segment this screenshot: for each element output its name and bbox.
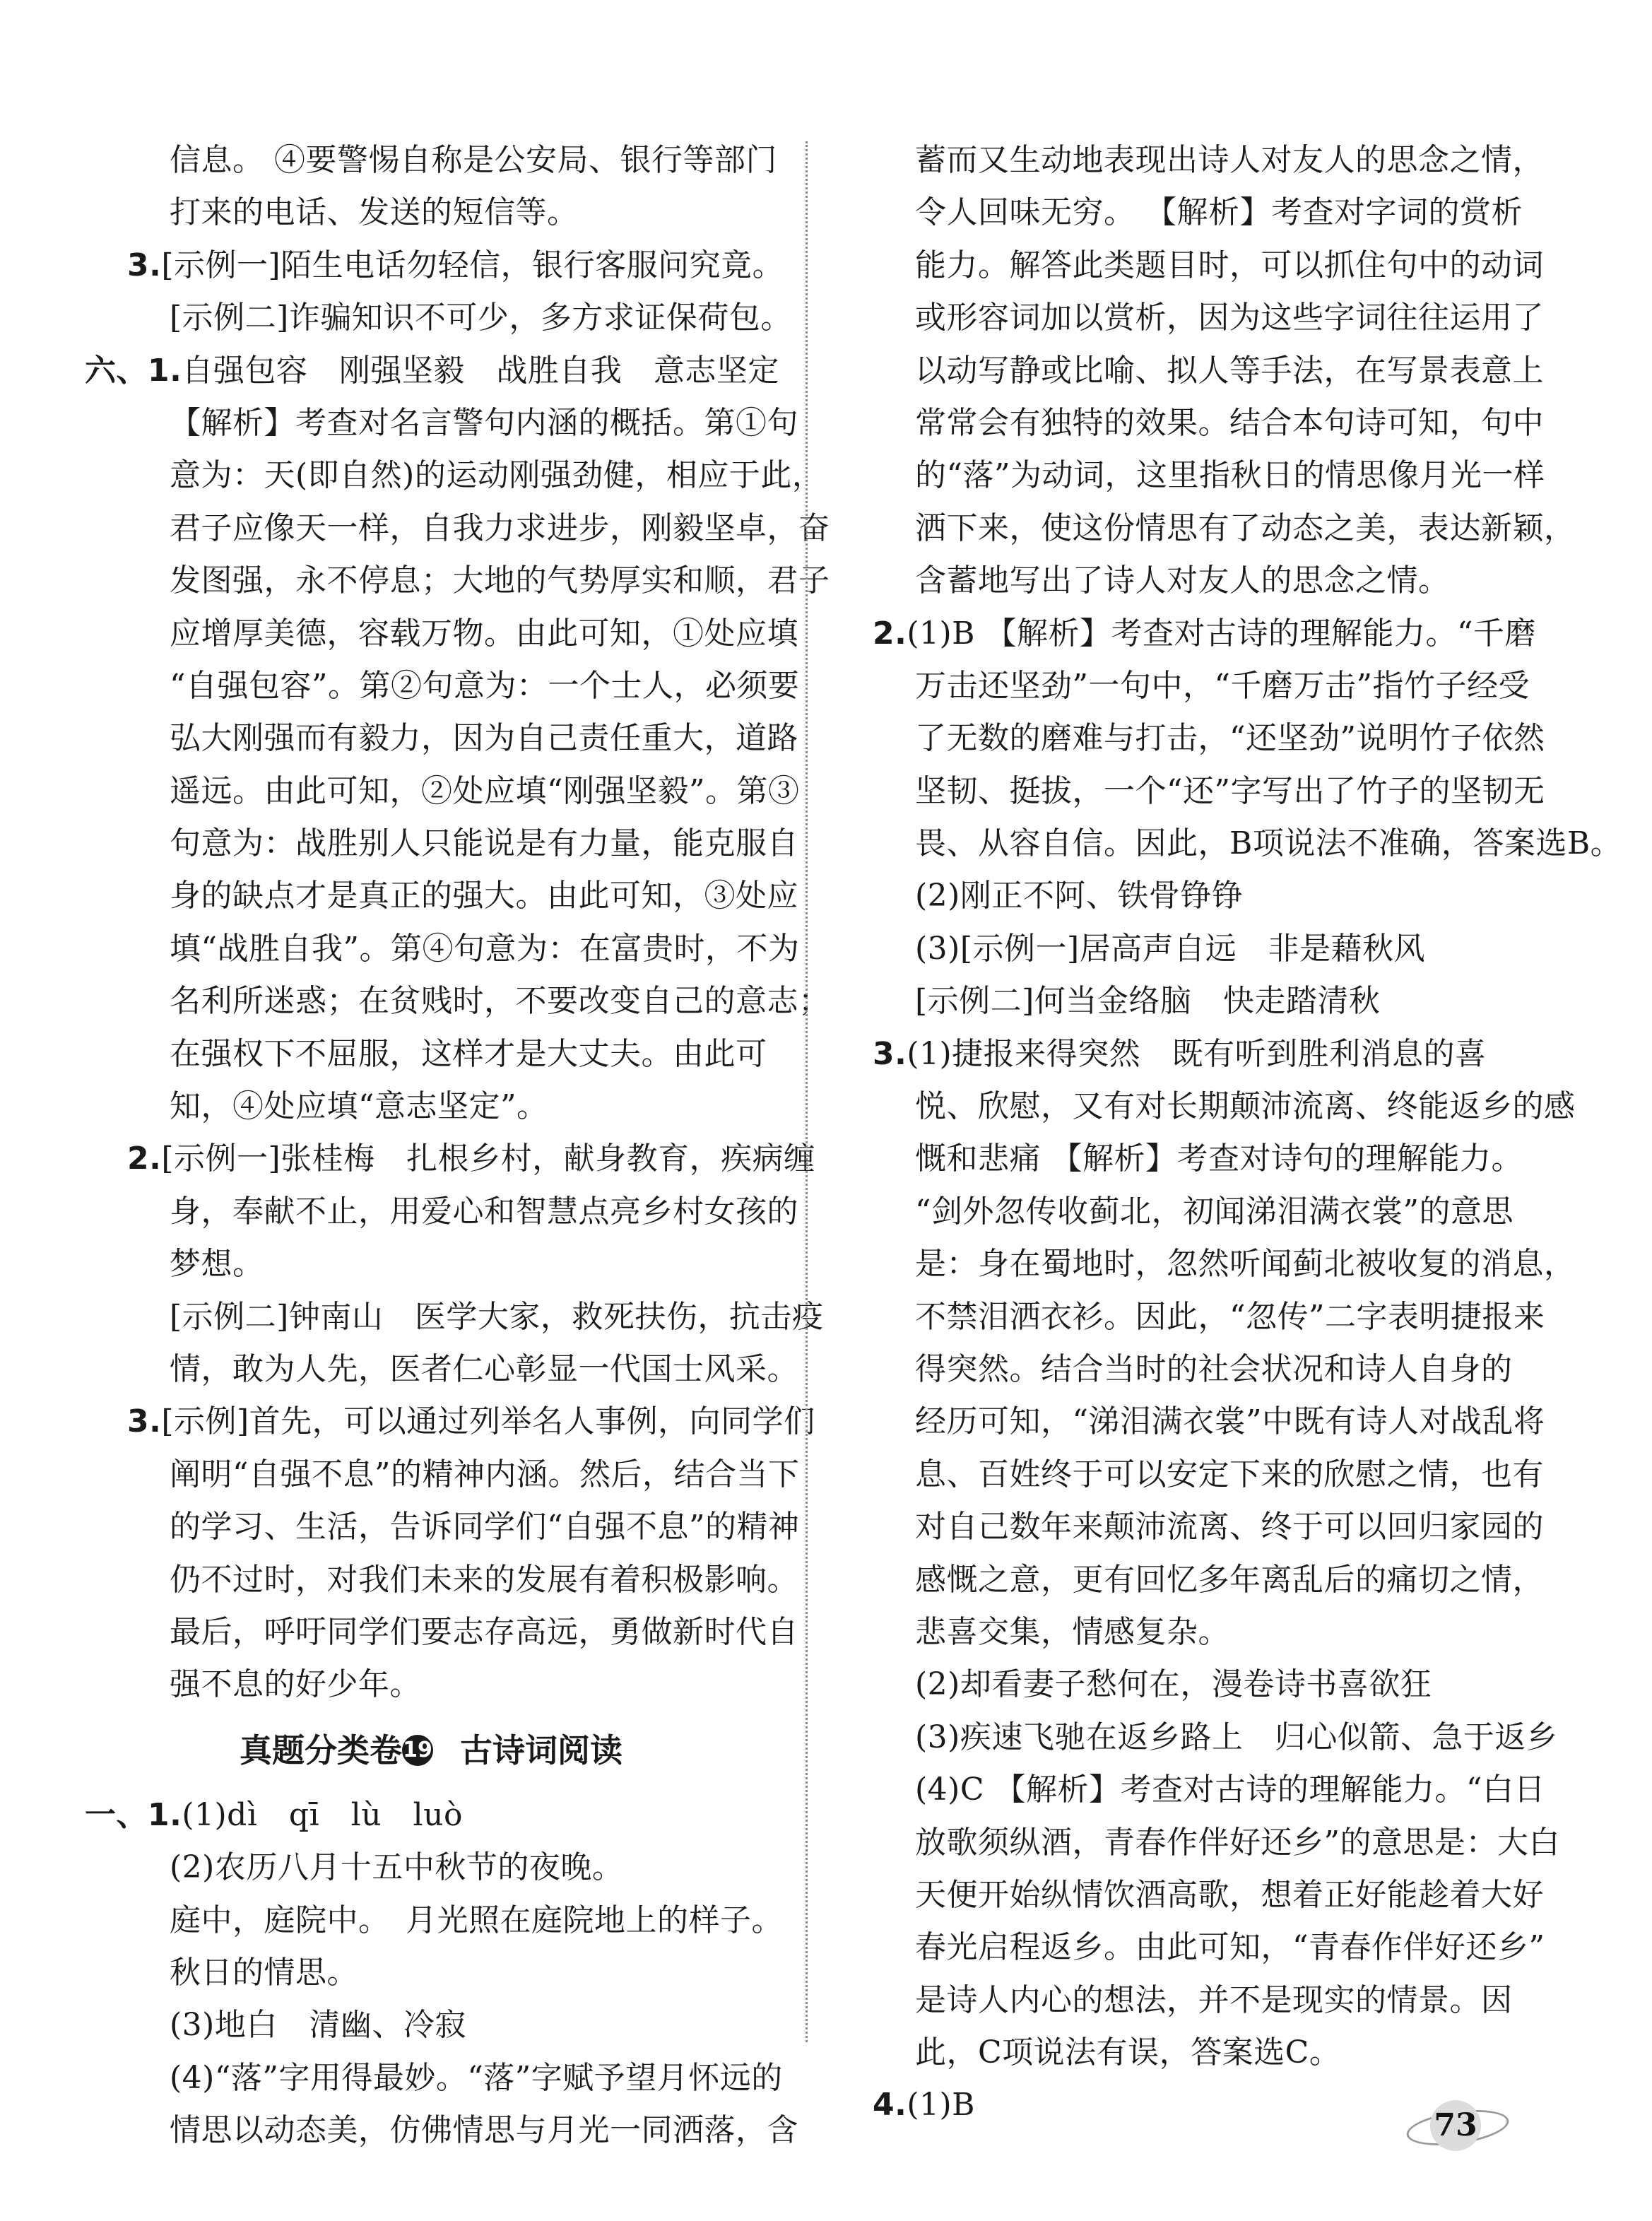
right-column (873, 134, 1622, 2132)
line-text: (1)捷报来得突然 既有听到胜利消息的喜 (907, 1035, 1487, 1072)
line-text: 阐明“自强不息”的精神内涵。然后，结合当下 (170, 1456, 800, 1492)
line-text: 庭中，庭院中。 月光照在庭院地上的样子。 (170, 1902, 783, 1938)
line-text: 是诗人内心的想法，并不是现实的情景。因 (915, 1981, 1513, 2018)
text-line (85, 187, 777, 239)
answer-block-section-6 (85, 134, 830, 1712)
text-line (85, 1999, 777, 2051)
text-line (85, 1606, 798, 1659)
line-text: 此，C项说法有误，答案选C。 (915, 2034, 1341, 2071)
line-text: [示例]首先，可以通过列举名人事例，向同学们 (161, 1403, 815, 1440)
line-text: 能力。解答此类题目时，可以抓住句中的动词 (915, 247, 1544, 283)
line-text: [示例二]何当金络脑 快走踏清秋 (915, 983, 1381, 1020)
text-line (85, 1238, 777, 1290)
text-line (873, 1449, 1579, 1501)
line-text: 意为：天(即自然)的运动刚强劲健，相应于此， (170, 457, 824, 494)
line-text: 蓄而又生动地表现出诗人对友人的思念之情， (915, 142, 1544, 178)
text-line (873, 1396, 1579, 1448)
text-line (85, 240, 784, 292)
text-line (873, 134, 1579, 187)
line-text: 信息。 ④要警惕自称是公安局、银行等部门 (170, 142, 777, 178)
line-text: 情，敢为人先，医者仁心彰显一代国士风采。 (170, 1350, 798, 1387)
line-text: 洒下来，使这份情思有了动态之美，表达新颖， (915, 509, 1576, 546)
text-line (873, 502, 1579, 555)
text-line (85, 1554, 798, 1606)
section-number-badge: 19 (402, 1735, 433, 1766)
question-number: 3. (127, 1403, 162, 1440)
line-text: 应增厚美德，容载万物。由此可知，①处应填 (170, 615, 798, 652)
line-text: 含蓄地写出了诗人对友人的思念之情。 (915, 562, 1450, 599)
text-line (85, 555, 830, 607)
text-line (873, 397, 1579, 449)
line-text: 坚韧、挺拔，一个“还”字写出了竹子的坚韧无 (915, 772, 1545, 809)
text-line (85, 1133, 815, 1185)
text-line (85, 502, 830, 555)
line-text: (4)C 【解析】考查对古诗的理解能力。“白日 (915, 1772, 1545, 1808)
line-text: 身的缺点才是真正的强大。由此可知，③处应 (170, 878, 798, 914)
page-number-badge (1406, 2099, 1505, 2152)
line-text: 仍不过时，对我们未来的发展有着积极影响。 (170, 1561, 798, 1598)
text-line (873, 1080, 1579, 1133)
question-number: 2. (127, 1141, 162, 1177)
text-line (873, 345, 1579, 397)
line-text: (2)却看妻子愁何在，漫卷诗书喜欲狂 (915, 1666, 1432, 1703)
section-heading-prefix: 真题分类卷 (240, 1731, 402, 1769)
text-line (873, 1501, 1579, 1553)
line-text: 最后，呼吁同学们要志存高远，勇做新时代自 (170, 1613, 798, 1650)
text-line (85, 1947, 777, 1999)
line-text: 以动写静或比喻、拟人等手法，在写景表意上 (915, 352, 1544, 389)
text-line (873, 1921, 1579, 1974)
line-text: 知，④处应填“意志坚定”。 (170, 1088, 548, 1125)
line-text: 自强包容 刚强坚毅 战胜自我 意志坚定 (182, 352, 779, 389)
line-text: (3)疾速飞驰在返乡路上 归心似箭、急于返乡 (915, 1719, 1558, 1755)
line-text: 君子应像天一样，自我力求进步，刚毅坚卓，奋 (170, 509, 830, 546)
line-text: [示例一]张桂梅 扎根乡村，献身教育，疾病缠 (161, 1141, 815, 1177)
line-text: 填“战胜自我”。第④句意为：在富贵时，不为 (170, 930, 800, 967)
text-line (873, 1712, 1579, 1764)
text-line (873, 2027, 1579, 2079)
text-line (85, 397, 798, 449)
text-line (873, 608, 1579, 660)
line-text: (3)地白 清幽、冷寂 (170, 2007, 466, 2044)
text-line (85, 1396, 815, 1448)
question-number: 4. (873, 2087, 907, 2123)
text-line (85, 345, 777, 397)
text-line (873, 187, 1579, 239)
question-number: 3. (873, 1035, 907, 1072)
text-line (873, 1028, 1579, 1080)
text-line (85, 765, 800, 818)
text-line (85, 1842, 777, 1894)
line-text: 梦想。 (170, 1246, 264, 1283)
line-text: “剑外忽传收蓟北，初闻涕泪满衣裳”的意思 (915, 1193, 1514, 1230)
line-text: (1)dì qī lù luò (182, 1796, 463, 1833)
text-line (873, 1869, 1579, 1921)
line-text: (4)“落”字用得最妙。“落”字赋予望月怀远的 (170, 2059, 783, 2096)
line-text: 常常会有独特的效果。结合本句诗可知，句中 (915, 404, 1544, 441)
section-heading (85, 1712, 777, 1789)
line-text: 名利所迷惑；在贫贱时，不要改变自己的意志； (170, 983, 830, 1020)
line-text: 发图强，永不停息；大地的气势厚实和顺，君子 (170, 562, 830, 599)
text-line (85, 1501, 800, 1553)
line-text: 【解析】考查对名言警句内涵的概括。第①句 (170, 404, 798, 441)
text-line (85, 1343, 798, 1396)
line-text: 打来的电话、发送的短信等。 (170, 194, 579, 231)
text-line (85, 818, 798, 870)
line-text: 身，奉献不止，用爱心和智慧点亮乡村女孩的 (170, 1193, 798, 1230)
line-text: 感慨之意，更有回忆多年离乱后的痛切之情， (915, 1561, 1544, 1598)
line-text: 强不息的好少年。 (170, 1666, 421, 1703)
text-line (873, 870, 1579, 922)
line-text: 句意为：战胜别人只能说是有力量，能克服自 (170, 825, 798, 862)
text-line (85, 923, 800, 975)
question-number: 六、1. (85, 352, 182, 389)
line-text: 天便开始纵情饮酒高歌，想着正好能趁着大好 (915, 1876, 1544, 1913)
text-line (85, 2052, 783, 2104)
line-text: 在强权下不屈服，这样才是大丈夫。由此可 (170, 1035, 767, 1072)
text-line (85, 1895, 783, 1947)
text-line (85, 1789, 777, 1842)
line-text: 经历可知，“涕泪满衣裳”中既有诗人对战乱将 (915, 1403, 1545, 1440)
line-text: 的“落”为动词，这里指秋日的情思像月光一样 (915, 457, 1545, 494)
line-text: 或形容词加以赏析，因为这些字词往往运用了 (915, 300, 1544, 336)
line-text: “自强包容”。第②句意为：一个士人，必须要 (170, 667, 800, 704)
text-line (85, 608, 798, 660)
line-text: [示例一]陌生电话勿轻信，银行客服问究竟。 (161, 247, 784, 283)
text-line (85, 1186, 798, 1238)
question-number: 一、1. (85, 1796, 182, 1833)
text-line (873, 818, 1622, 870)
line-text: 息、百姓终于可以安定下来的欣慰之情，也有 (915, 1456, 1544, 1492)
text-line (873, 449, 1579, 502)
text-line (85, 1659, 777, 1711)
line-text: 万击还坚劲”一句中，“千磨万击”指竹子经受 (915, 667, 1530, 704)
line-text: (1)B (907, 2087, 976, 2123)
answer-block-poetry (85, 1789, 798, 2157)
text-line (873, 923, 1579, 975)
question-number: 3. (127, 247, 162, 283)
text-line (873, 555, 1579, 607)
line-text: 秋日的情思。 (170, 1954, 358, 1991)
text-line (873, 975, 1579, 1027)
question-number: 2. (873, 615, 907, 652)
line-text: 了无数的磨难与打击，“还坚劲”说明竹子依然 (915, 720, 1545, 757)
line-text: [示例二]诈骗知识不可少，多方求证保荷包。 (170, 300, 792, 336)
text-line (873, 712, 1579, 765)
line-text: 遥远。由此可知，②处应填“刚强坚毅”。第③ (170, 772, 800, 809)
text-line (85, 1449, 800, 1501)
line-text: 悲喜交集，情感复杂。 (915, 1613, 1229, 1650)
text-line (85, 449, 824, 502)
line-text: 不禁泪洒衣衫。因此，“忽传”二字表明捷报来 (915, 1298, 1545, 1335)
text-line (873, 292, 1579, 344)
text-line (873, 1291, 1579, 1343)
text-line (873, 1238, 1579, 1290)
section-heading-title: 古诗词阅读 (460, 1731, 623, 1769)
line-text: 放歌须纵酒，青春作伴好还乡”的意思是：大白 (915, 1824, 1560, 1861)
text-line (85, 1028, 777, 1080)
line-text: 是：身在蜀地时，忽然听闻蓟北被收复的消息， (915, 1246, 1576, 1283)
text-line (85, 1291, 824, 1343)
text-line (85, 660, 800, 712)
column-divider (806, 141, 808, 2042)
text-line (873, 1817, 1579, 1869)
line-text: (3)[示例一]居高声自远 非是藉秋风 (915, 930, 1426, 967)
line-text: 悦、欣慰，又有对长期颠沛流离、终能返乡的感 (915, 1088, 1576, 1125)
answer-block-poetry-continued (873, 134, 1622, 2132)
text-line (873, 1974, 1579, 2027)
line-text: [示例二]钟南山 医学大家，救死扶伤，抗击疫 (170, 1298, 824, 1335)
text-line (873, 240, 1579, 292)
page-number: 73 (1434, 2107, 1477, 2143)
line-text: 情思以动态美，仿佛情思与月光一同洒落，含 (170, 2112, 798, 2149)
text-line (873, 1659, 1579, 1711)
text-line (873, 1343, 1579, 1396)
text-line (873, 1764, 1579, 1816)
text-line (85, 1080, 777, 1133)
line-text: (2)刚正不阿、铁骨铮铮 (915, 878, 1244, 914)
line-text: 的学习、生活，告诉同学们“自强不息”的精神 (170, 1509, 800, 1545)
text-line (873, 765, 1579, 818)
text-line (85, 134, 777, 187)
line-text: (1)B 【解析】考查对古诗的理解能力。“千磨 (907, 615, 1536, 652)
text-line (873, 1133, 1579, 1185)
text-line (873, 1606, 1579, 1659)
text-line (873, 1554, 1579, 1606)
text-line (85, 975, 830, 1027)
line-text: 畏、从容自信。因此，B项说法不准确，答案选B。 (915, 825, 1622, 862)
text-line (85, 292, 792, 344)
line-text: 对自己数年来颠沛流离、终于可以回归家园的 (915, 1509, 1544, 1545)
text-line (873, 1186, 1579, 1238)
text-line (85, 870, 798, 922)
left-column (85, 134, 830, 2157)
line-text: (2)农历八月十五中秋节的夜晚。 (170, 1849, 624, 1886)
line-text: 春光启程返乡。由此可知，“青春作伴好还乡” (915, 1929, 1545, 1966)
line-text: 弘大刚强而有毅力，因为自己责任重大，道路 (170, 720, 798, 757)
line-text: 慨和悲痛 【解析】考查对诗句的理解能力。 (915, 1141, 1523, 1177)
text-line (873, 660, 1579, 712)
line-text: 令人回味无穷。 【解析】考查对字词的赏析 (915, 194, 1523, 231)
text-line (85, 2104, 798, 2157)
text-line (85, 712, 798, 765)
line-text: 得突然。结合当时的社会状况和诗人自身的 (915, 1350, 1513, 1387)
